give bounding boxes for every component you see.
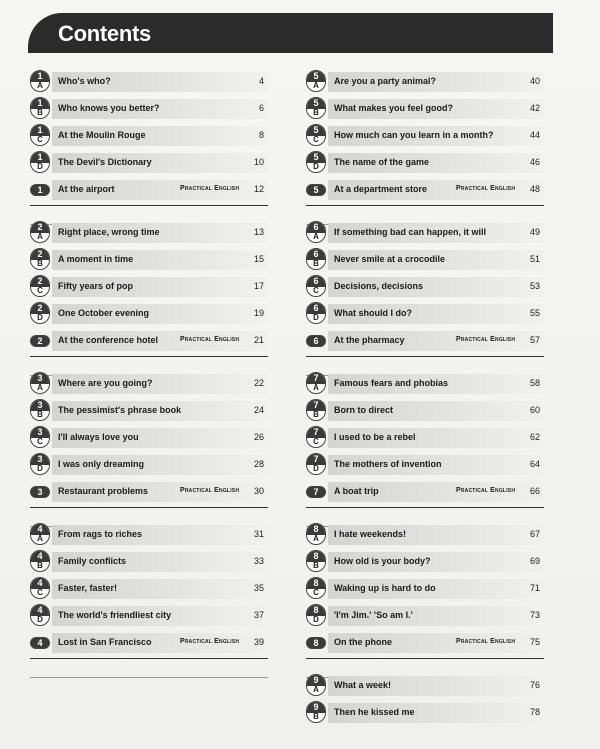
lesson-title: What a week! (334, 680, 392, 690)
lesson-badge (30, 372, 50, 394)
page-title: Contents (58, 21, 151, 46)
contents-entry[interactable] (30, 604, 268, 626)
contents-entry[interactable] (306, 124, 544, 146)
lesson-badge (306, 221, 326, 243)
page-number: 78 (529, 707, 540, 717)
lesson-title: The name of the game (334, 157, 430, 167)
page-number: 17 (253, 281, 264, 291)
page-number: 28 (253, 459, 264, 469)
lesson-number: 4 (31, 605, 49, 616)
lesson-badge (30, 335, 50, 347)
lesson-letter: B (313, 561, 319, 570)
lesson-badge (306, 399, 326, 421)
lesson-title: One October evening (58, 308, 150, 318)
lesson-title: Right place, wrong time (58, 227, 160, 237)
lesson-badge (30, 604, 50, 626)
contents-entry[interactable] (30, 480, 268, 502)
lesson-number: 3 (37, 487, 43, 497)
group-divider (306, 205, 544, 206)
lesson-badge (306, 97, 326, 119)
lesson-title: Fifty years of pop (58, 281, 134, 291)
page-number: 37 (253, 610, 264, 620)
lesson-number: 1 (31, 125, 49, 136)
lesson-badge (306, 701, 326, 723)
page-number: 53 (529, 281, 540, 291)
lesson-number: 2 (31, 276, 49, 287)
lesson-title: On the phone (334, 637, 392, 647)
page-number: 67 (529, 529, 540, 539)
lesson-letter: D (313, 162, 319, 171)
contents-entry[interactable] (306, 275, 544, 297)
lesson-badge (30, 97, 50, 119)
lesson-badge (306, 523, 326, 545)
lesson-badge (306, 275, 326, 297)
lesson-letter: B (313, 108, 319, 117)
lesson-title: Then he kissed me (334, 707, 415, 717)
page-number: 26 (253, 432, 264, 442)
lesson-title: How much can you learn in a month? (334, 130, 494, 140)
lesson-number: 8 (307, 605, 325, 616)
page-number: 35 (253, 583, 264, 593)
lesson-badge (30, 486, 50, 498)
lesson-title: I'll always love you (58, 432, 139, 442)
lesson-title: 'I'm Jim.' 'So am I.' (334, 610, 413, 620)
lesson-badge (30, 70, 50, 92)
lesson-letter: B (313, 712, 319, 721)
lesson-badge (306, 124, 326, 146)
lesson-letter: C (37, 437, 43, 446)
lesson-badge (30, 221, 50, 243)
lesson-title: Decisions, decisions (334, 281, 424, 291)
lesson-title: Never smile at a crocodile (334, 254, 446, 264)
lesson-letter: C (37, 135, 43, 144)
lesson-letter: B (37, 410, 43, 419)
lesson-number: 4 (37, 638, 43, 648)
lesson-title: Who's who? (58, 76, 111, 86)
lesson-number: 8 (307, 578, 325, 589)
contents-entry[interactable] (306, 453, 544, 475)
lesson-letter: C (313, 437, 319, 446)
lesson-title: Faster, faster! (58, 583, 118, 593)
contents-entry[interactable] (30, 631, 268, 653)
page-number: 12 (253, 184, 264, 194)
lesson-title: At the airport (58, 184, 115, 194)
contents-entry[interactable] (306, 631, 544, 653)
contents-entry[interactable] (306, 329, 544, 351)
lesson-title: The mothers of invention (334, 459, 442, 469)
lesson-title: The world's friendliest city (58, 610, 172, 620)
contents-entry[interactable] (30, 453, 268, 475)
lesson-title: Lost in San Francisco (58, 637, 152, 647)
lesson-badge (30, 184, 50, 196)
page-number: 76 (529, 680, 540, 690)
lesson-title: A moment in time (58, 254, 134, 264)
lesson-number: 2 (31, 303, 49, 314)
lesson-number: 7 (307, 427, 325, 438)
lesson-badge (306, 302, 326, 324)
lesson-number: 1 (37, 185, 43, 195)
contents-entry[interactable] (30, 426, 268, 448)
lesson-number: 2 (37, 336, 43, 346)
lesson-badge (306, 372, 326, 394)
group-divider (30, 507, 268, 508)
practical-english-label: Practical English (456, 185, 516, 192)
contents-entry[interactable] (306, 577, 544, 599)
lesson-number: 5 (313, 185, 319, 195)
lesson-number: 2 (31, 249, 49, 260)
page-number: 48 (529, 184, 540, 194)
lesson-letter: C (37, 286, 43, 295)
lesson-letter: C (313, 588, 319, 597)
lesson-title: Restaurant problems (58, 486, 149, 496)
lesson-badge (306, 637, 326, 649)
contents-entry[interactable] (30, 577, 268, 599)
lesson-badge (30, 577, 50, 599)
lesson-number: 9 (307, 702, 325, 713)
lesson-number: 7 (307, 400, 325, 411)
contents-entry[interactable] (306, 399, 544, 421)
lesson-letter: C (313, 286, 319, 295)
lesson-letter: A (313, 383, 319, 392)
lesson-letter: C (313, 135, 319, 144)
page-number: 75 (529, 637, 540, 647)
page-number: 55 (529, 308, 540, 318)
contents-entry[interactable] (30, 550, 268, 572)
lesson-badge (306, 604, 326, 626)
lesson-badge (30, 550, 50, 572)
page-number: 46 (529, 157, 540, 167)
lesson-letter: A (313, 232, 319, 241)
lesson-number: 3 (31, 373, 49, 384)
lesson-number: 7 (307, 454, 325, 465)
lesson-letter: A (313, 685, 319, 694)
lesson-number: 1 (31, 98, 49, 109)
lesson-badge (30, 302, 50, 324)
practical-english-label: Practical English (180, 638, 240, 645)
lesson-badge (30, 248, 50, 270)
lesson-title: Where are you going? (58, 378, 153, 388)
page-number: 19 (253, 308, 264, 318)
group-divider (30, 356, 268, 357)
contents-entry[interactable] (306, 550, 544, 572)
lesson-badge (306, 426, 326, 448)
lesson-number: 1 (31, 71, 49, 82)
lesson-title: Born to direct (334, 405, 394, 415)
lesson-number: 1 (31, 152, 49, 163)
lesson-letter: A (37, 383, 43, 392)
lesson-title: Waking up is hard to do (334, 583, 436, 593)
lesson-title: I hate weekends! (334, 529, 407, 539)
lesson-number: 6 (307, 222, 325, 233)
contents-entry[interactable] (306, 523, 544, 545)
lesson-title: I used to be a rebel (334, 432, 416, 442)
lesson-title: From rags to riches (58, 529, 143, 539)
page-number: 13 (253, 227, 264, 237)
lesson-number: 2 (31, 222, 49, 233)
contents-entry[interactable] (306, 70, 544, 92)
lesson-badge (30, 399, 50, 421)
lesson-badge (306, 453, 326, 475)
contents-entry[interactable] (30, 124, 268, 146)
lesson-title: The pessimist's phrase book (58, 405, 182, 415)
page-number: 66 (529, 486, 540, 496)
contents-entry[interactable] (306, 248, 544, 270)
contents-entry[interactable] (30, 70, 268, 92)
lesson-letter: B (37, 259, 43, 268)
page-number: 15 (253, 254, 264, 264)
lesson-title: The Devil's Dictionary (58, 157, 152, 167)
contents-entry[interactable] (306, 178, 544, 200)
lesson-title: What should I do? (334, 308, 412, 318)
page-number: 4 (258, 76, 264, 86)
lesson-title: At the conference hotel (58, 335, 159, 345)
lesson-title: At the pharmacy (334, 335, 405, 345)
page-number: 33 (253, 556, 264, 566)
header-bar (28, 13, 553, 53)
lesson-number: 7 (307, 373, 325, 384)
lesson-letter: D (37, 313, 43, 322)
lesson-badge (306, 151, 326, 173)
lesson-title: Who knows you better? (58, 103, 160, 113)
contents-entry[interactable] (30, 151, 268, 173)
page-number: 40 (529, 76, 540, 86)
page-number: 49 (529, 227, 540, 237)
contents-entry[interactable] (306, 701, 544, 723)
lesson-letter: A (37, 534, 43, 543)
page-number: 44 (529, 130, 540, 140)
page-number: 10 (253, 157, 264, 167)
page-number: 6 (258, 103, 264, 113)
page-number: 71 (529, 583, 540, 593)
contents-entry[interactable] (306, 480, 544, 502)
lesson-badge (30, 453, 50, 475)
lesson-letter: A (313, 534, 319, 543)
group-divider (306, 658, 544, 659)
lesson-number: 8 (313, 638, 319, 648)
lesson-badge (306, 335, 326, 347)
contents-entry[interactable] (30, 523, 268, 545)
lesson-title: Family conflicts (58, 556, 127, 566)
lesson-title: Famous fears and phobias (334, 378, 449, 388)
lesson-title: What makes you feel good? (334, 103, 454, 113)
lesson-letter: C (37, 588, 43, 597)
contents-entry[interactable] (30, 275, 268, 297)
page-number: 21 (253, 335, 264, 345)
lesson-badge (306, 486, 326, 498)
lesson-badge (306, 674, 326, 696)
contents-entry[interactable] (30, 97, 268, 119)
lesson-letter: B (37, 108, 43, 117)
lesson-number: 4 (31, 578, 49, 589)
page-number: 62 (529, 432, 540, 442)
lesson-letter: A (37, 232, 43, 241)
lesson-number: 5 (307, 125, 325, 136)
contents-entry[interactable] (306, 372, 544, 394)
lesson-number: 5 (307, 71, 325, 82)
page-number: 22 (253, 378, 264, 388)
lesson-letter: D (313, 464, 319, 473)
lesson-letter: A (37, 81, 43, 90)
practical-english-label: Practical English (456, 336, 516, 343)
page-number: 69 (529, 556, 540, 566)
lesson-number: 9 (307, 675, 325, 686)
lesson-number: 5 (307, 98, 325, 109)
contents-entry[interactable] (30, 178, 268, 200)
lesson-number: 6 (307, 249, 325, 260)
practical-english-label: Practical English (180, 185, 240, 192)
lesson-number: 6 (307, 276, 325, 287)
contents-entry[interactable] (306, 426, 544, 448)
lesson-letter: B (313, 410, 319, 419)
practical-english-label: Practical English (180, 336, 240, 343)
page-number: 39 (253, 637, 264, 647)
contents-entry[interactable] (30, 399, 268, 421)
page-number: 64 (529, 459, 540, 469)
lesson-badge (30, 637, 50, 649)
lesson-title: Are you a party animal? (334, 76, 437, 86)
lesson-letter: D (37, 464, 43, 473)
lesson-number: 8 (307, 524, 325, 535)
contents-entry[interactable] (30, 302, 268, 324)
contents-entry[interactable] (30, 248, 268, 270)
contents-entry[interactable] (30, 329, 268, 351)
lesson-title: I was only dreaming (58, 459, 145, 469)
lesson-badge (306, 577, 326, 599)
lesson-letter: D (313, 313, 319, 322)
lesson-badge (306, 248, 326, 270)
practical-english-label: Practical English (180, 487, 240, 494)
contents-entry[interactable] (306, 604, 544, 626)
group-divider-top (30, 677, 268, 678)
page-number: 24 (253, 405, 264, 415)
lesson-title: A boat trip (334, 486, 379, 496)
page-number: 57 (529, 335, 540, 345)
lesson-badge (306, 550, 326, 572)
contents-entry[interactable] (306, 302, 544, 324)
contents-entry[interactable] (306, 97, 544, 119)
lesson-title: At the Moulin Rouge (58, 130, 146, 140)
lesson-number: 6 (307, 303, 325, 314)
contents-entry[interactable] (306, 674, 544, 696)
lesson-badge (306, 70, 326, 92)
group-divider (306, 356, 544, 357)
lesson-badge (30, 426, 50, 448)
page-number: 60 (529, 405, 540, 415)
lesson-letter: B (37, 561, 43, 570)
practical-english-label: Practical English (456, 638, 516, 645)
group-divider (30, 658, 268, 659)
group-divider (30, 205, 268, 206)
lesson-title: How old is your body? (334, 556, 431, 566)
lesson-letter: D (37, 162, 43, 171)
lesson-number: 4 (31, 551, 49, 562)
page-number: 73 (529, 610, 540, 620)
lesson-badge (30, 151, 50, 173)
contents-entry[interactable] (306, 151, 544, 173)
page-number: 8 (258, 130, 264, 140)
lesson-number: 7 (313, 487, 319, 497)
page-number: 42 (529, 103, 540, 113)
lesson-badge (30, 523, 50, 545)
page-number: 31 (253, 529, 264, 539)
lesson-badge (306, 184, 326, 196)
lesson-number: 3 (31, 400, 49, 411)
group-divider (306, 507, 544, 508)
contents-entry[interactable] (30, 372, 268, 394)
contents-entry[interactable] (30, 221, 268, 243)
lesson-letter: B (313, 259, 319, 268)
lesson-title: If something bad can happen, it will (334, 227, 487, 237)
lesson-badge (30, 124, 50, 146)
page-number: 30 (253, 486, 264, 496)
lesson-number: 8 (307, 551, 325, 562)
lesson-number: 3 (31, 427, 49, 438)
lesson-title: At a department store (334, 184, 428, 194)
lesson-number: 6 (313, 336, 319, 346)
lesson-letter: D (37, 615, 43, 624)
page-number: 58 (529, 378, 540, 388)
lesson-number: 4 (31, 524, 49, 535)
contents-entry[interactable] (306, 221, 544, 243)
lesson-letter: D (313, 615, 319, 624)
lesson-letter: A (313, 81, 319, 90)
lesson-number: 3 (31, 454, 49, 465)
practical-english-label: Practical English (456, 487, 516, 494)
lesson-badge (30, 275, 50, 297)
page-number: 51 (529, 254, 540, 264)
lesson-number: 5 (307, 152, 325, 163)
